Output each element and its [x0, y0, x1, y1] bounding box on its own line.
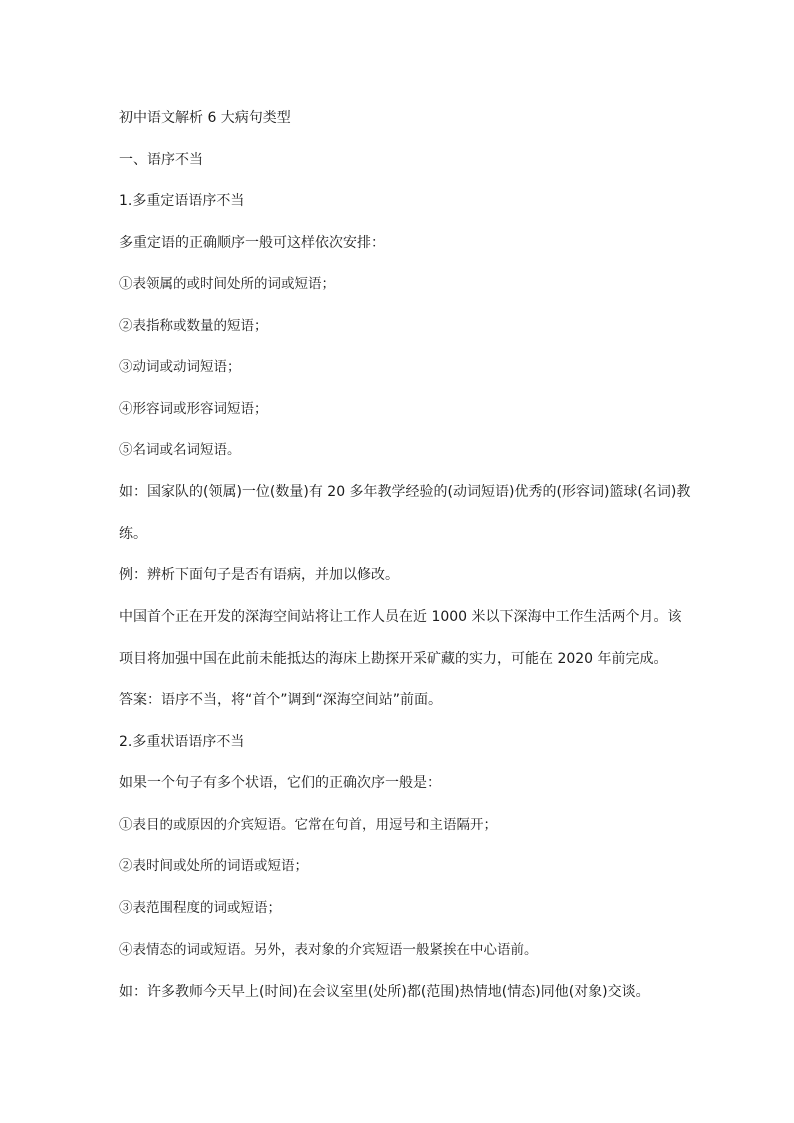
paragraph: 如果一个句子有多个状语，它们的正确次序一般是：: [119, 775, 441, 791]
example-text: 如：许多教师今天早上(时间)在会议室里(处所)都(范围)热情地(情态)同他(对象)交谈。: [119, 984, 650, 1000]
list-item: ④表情态的词或短语。另外，表对象的介宾短语一般紧挨在中心语前。: [119, 942, 538, 958]
example-text: 如：国家队的(领属)一位(数量)有 20 多年教学经验的(动词短语)优秀的(形容词)篮球(名词)教: [119, 484, 691, 500]
paragraph: 多重定语的正确顺序一般可这样依次安排：: [119, 235, 385, 251]
document-title: 初中语文解析 6 大病句类型: [119, 110, 291, 126]
exercise-sentence: 项目将加强中国在此前未能抵达的海床上勘探开采矿藏的实力，可能在 2020 年前完成。: [119, 651, 668, 667]
exercise-prompt: 例：辨析下面句子是否有语病，并加以修改。: [119, 567, 399, 583]
list-item: ⑤名词或名词短语。: [119, 442, 241, 458]
list-item: ②表指称或数量的短语；: [119, 318, 268, 334]
list-item: ①表目的或原因的介宾短语。它常在句首，用逗号和主语隔开；: [119, 817, 497, 833]
example-text: 练。: [119, 526, 147, 542]
answer-text: 答案：语序不当，将“首个”调到“深海空间站”前面。: [119, 692, 443, 708]
list-item: ③表范围程度的词或短语；: [119, 900, 281, 916]
list-item: ④形容词或形容词短语；: [119, 401, 268, 417]
list-item: ②表时间或处所的词语或短语；: [119, 858, 308, 874]
section-heading: 一、语序不当: [119, 152, 203, 168]
list-item: ①表领属的或时间处所的词或短语；: [119, 276, 335, 292]
list-item: ③动词或动词短语；: [119, 359, 241, 375]
subsection-heading: 1.多重定语语序不当: [119, 193, 245, 209]
exercise-sentence: 中国首个正在开发的深海空间站将让工作人员在近 1000 米以下深海中工作生活两个月。该: [119, 609, 682, 625]
subsection-heading: 2.多重状语语序不当: [119, 734, 245, 750]
